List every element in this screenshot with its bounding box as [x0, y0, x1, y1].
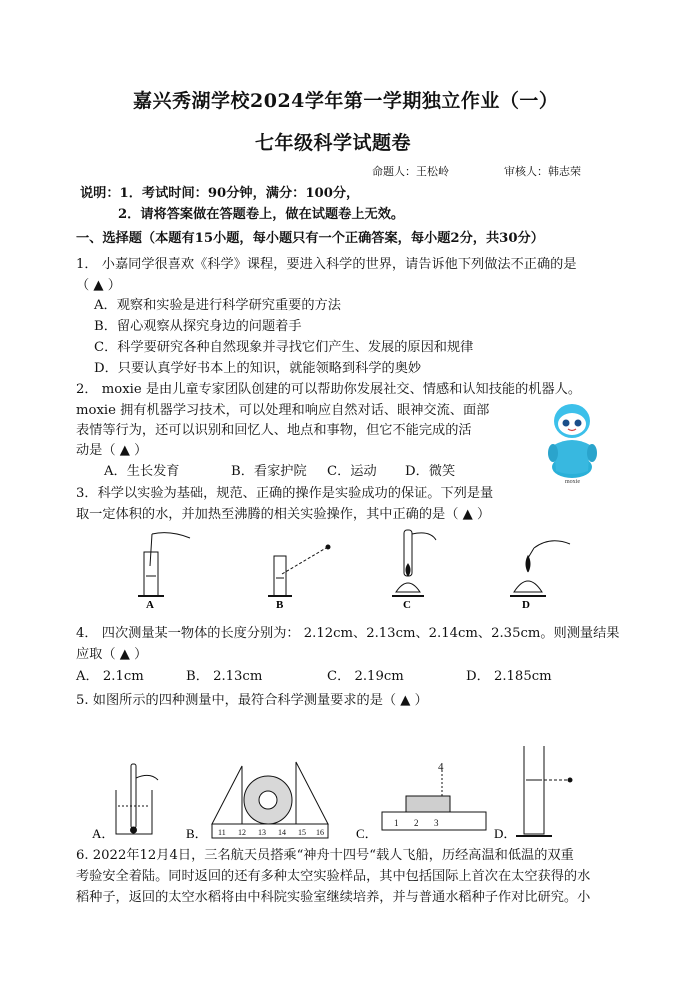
q2-option-d: D．微笑: [405, 464, 456, 479]
q4-option-a: A． 2.1cm: [76, 669, 144, 684]
note-line-2: 2．请将答案做在答题卷上，做在试题卷上无效。: [118, 207, 405, 222]
q1-stem: 1． 小嘉同学很喜欢《科学》课程，要进入科学的世界，请告诉他下列做法不正确的是: [76, 257, 577, 272]
q3-diagram-a: [138, 533, 190, 596]
q1-stem-answer: （ ▲ ）: [76, 278, 121, 293]
page-subtitle: 七年级科学试题卷: [255, 132, 412, 154]
q5-label-c: C．: [356, 826, 378, 841]
q2-line-3: 表情等行为，还可以识别和回忆人、地点和事物，但它不能完成的活: [76, 423, 472, 438]
q5-diagram-b: [212, 762, 328, 838]
svg-text:1: 1: [394, 818, 399, 828]
svg-text:15: 15: [298, 828, 306, 837]
q1-option-a: A．观察和实验是进行科学研究重要的方法: [94, 298, 341, 313]
q3-diagram-d: [510, 541, 570, 596]
author-label: 命题人：王松岭: [372, 165, 449, 178]
svg-text:12: 12: [238, 828, 246, 837]
q5-ruler-c-ticks: [394, 761, 444, 828]
q6-line-3: 稻种子，返回的太空水稻将由中科院实验室继续培养，并与普通水稻种子作对比研究。小: [76, 890, 591, 905]
q2-option-b: B．看家护院: [231, 464, 307, 479]
q4-option-d: D． 2.185cm: [466, 669, 552, 684]
q2-line-2: moxie 拥有机器学习技术，可以处理和响应自然对话、眼神交流、面部: [76, 403, 490, 418]
q6-line-1: 6. 2022年12月4日，三名航天员搭乘“神舟十四号“载人飞船，历经高温和低温的双重: [76, 848, 574, 863]
svg-text:14: 14: [278, 828, 286, 837]
moxie-caption: moxie: [565, 479, 580, 485]
q5-label-a: A．: [92, 826, 115, 841]
svg-text:2: 2: [414, 818, 419, 828]
q3-diagram-c: [392, 530, 436, 596]
q1-option-d: D．只要认真学好书本上的知识，就能领略到科学的奥妙: [94, 361, 422, 376]
q5-figure: [88, 740, 648, 844]
q3-line-1: 3．科学以实验为基础，规范、正确的操作是实验成功的保证。下列是量: [76, 486, 494, 501]
q1-option-b: B．留心观察从探究身边的问题着手: [94, 319, 302, 334]
q3-line-2: 取一定体积的水，并加热至沸腾的相关实验操作，其中正确的是（ ▲ ）: [76, 507, 491, 522]
q2-option-a: A．生长发育: [104, 464, 180, 479]
q5-diagram-a: [116, 764, 158, 834]
q4-stem-answer: 应取（ ▲ ）: [76, 647, 148, 662]
q4-option-b: B． 2.13cm: [186, 669, 263, 684]
q5-diagram-d: [516, 746, 572, 836]
q2-option-c: C．运动: [327, 464, 377, 479]
q4-stem: 4． 四次测量某一物体的长度分别为： 2.12cm、2.13cm、2.14cm、2.35cm。则测量结果: [76, 626, 620, 641]
q3-label-b: B: [276, 599, 284, 610]
q3-label-c: C: [403, 599, 411, 610]
q3-label-d: D: [522, 599, 530, 610]
q3-diagram-b: [268, 545, 330, 596]
q5-stem: 5. 如图所示的四种测量中，最符合科学测量要求的是（ ▲ ）: [76, 693, 428, 708]
q2-line-4: 动是（ ▲ ）: [76, 443, 148, 458]
svg-text:3: 3: [434, 818, 439, 828]
section-heading: 一、选择题（本题有15小题，每小题只有一个正确答案，每小题2分，共30分）: [76, 231, 544, 246]
q3-figure: [130, 526, 590, 610]
q2-stem: 2． moxie 是由儿童专家团队创建的可以帮助你发展社交、情感和认知技能的机器人。: [76, 382, 582, 397]
q5-label-d: D．: [494, 826, 517, 841]
q4-option-c: C． 2.19cm: [327, 669, 404, 684]
page-title: 嘉兴秀湖学校2024学年第一学期独立作业（一）: [133, 90, 559, 112]
q3-label-a: A: [146, 599, 154, 610]
q1-option-c: C．科学要研究各种自然现象并寻找它们产生、发展的原因和规律: [94, 340, 474, 355]
moxie-robot-image: [540, 397, 604, 485]
q6-line-2: 考验安全着陆。同时返回的还有多种太空实验样品，其中包括国际上首次在太空获得的水: [76, 869, 591, 884]
svg-text:16: 16: [316, 828, 324, 837]
note-line-1: 说明：1．考试时间：90分钟，满分：100分，: [80, 186, 360, 201]
reviewer-label: 审核人：韩志荣: [504, 165, 581, 178]
svg-text:11: 11: [218, 828, 226, 837]
q5-label-b: B．: [186, 826, 208, 841]
svg-text:4: 4: [438, 761, 444, 773]
svg-text:13: 13: [258, 828, 266, 837]
